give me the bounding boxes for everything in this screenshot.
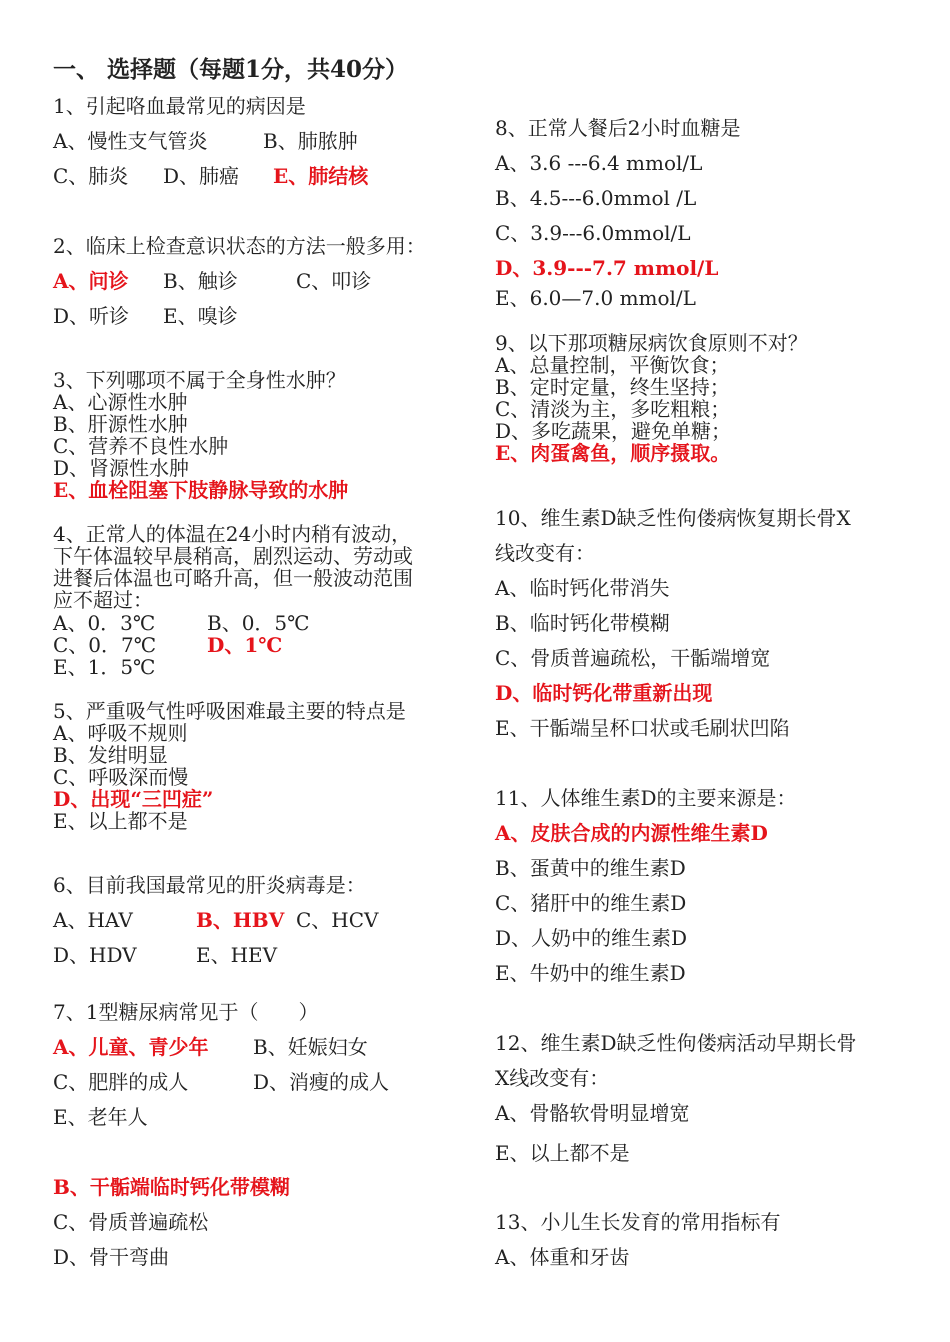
q10-option-d-answer: D、临时钙化带重新出现	[495, 681, 713, 705]
q13-stem: 13、小儿生长发育的常用指标有	[495, 1210, 781, 1234]
q10-option-c: C、骨质普遍疏松，干骺端增宽	[495, 646, 771, 670]
q12-option-a: A、骨骼软骨明显增宽	[495, 1101, 690, 1125]
q8-option-e: E、6.0—7.0 mmol/L	[495, 286, 696, 310]
q3-option-a: A、心源性水肿	[53, 390, 188, 414]
q12-stem-line1: 12、维生素D缺乏性佝偻病活动早期长骨	[495, 1031, 857, 1055]
q10-option-e: E、干骺端呈杯口状或毛刷状凹陷	[495, 716, 790, 740]
q11-option-b: B、蛋黄中的维生素D	[495, 856, 686, 880]
q2-option-b: B、触诊	[163, 269, 238, 293]
q10-option-a: A、临时钙化带消失	[495, 576, 670, 600]
q7-option-d: D、消瘦的成人	[253, 1070, 390, 1094]
q7-option-c: C、肥胖的成人	[53, 1070, 189, 1094]
q5-option-d-answer: D、出现“三凹症”	[53, 787, 214, 811]
q3-option-b: B、肝源性水肿	[53, 412, 188, 436]
q11-option-d: D、人奶中的维生素D	[495, 926, 688, 950]
q9-option-e-answer: E、肉蛋禽鱼，顺序摄取。	[495, 441, 731, 465]
q3-stem: 3、下列哪项不属于全身性水肿？	[53, 368, 346, 392]
q11-option-e: E、牛奶中的维生素D	[495, 961, 686, 985]
q9-option-c: C、清淡为主，多吃粗粮；	[495, 397, 731, 421]
q9-option-a: A、总量控制，平衡饮食；	[495, 353, 730, 377]
q5-option-a: A、呼吸不规则	[53, 721, 188, 745]
q12-option-e: E、以上都不是	[495, 1141, 630, 1165]
q7-stem: 7、1型糖尿病常见于（ ）	[53, 1000, 319, 1024]
q4-option-a: A、0．3℃	[53, 611, 156, 635]
q7-option-b: B、妊娠妇女	[253, 1035, 368, 1059]
section-title: 一、 选择题（每题1分，共40分）	[53, 56, 409, 83]
q10-stem-line1: 10、维生素D缺乏性佝偻病恢复期长骨X	[495, 506, 851, 530]
q8-stem: 8、正常人餐后2小时血糖是	[495, 116, 741, 140]
q2-option-c: C、叩诊	[296, 269, 372, 293]
q5-option-e: E、以上都不是	[53, 809, 188, 833]
q4-option-c: C、0．7℃	[53, 633, 157, 657]
q6-option-a: A、HAV	[53, 908, 133, 932]
q1-option-e-answer: E、肺结核	[273, 164, 369, 188]
q10-option-b: B、临时钙化带模糊	[495, 611, 670, 635]
q6-stem: 6、目前我国最常见的肝炎病毒是：	[53, 873, 366, 897]
q6-option-e: E、HEV	[196, 943, 278, 967]
q11-option-a-answer: A、皮肤合成的内源性维生素D	[495, 821, 768, 845]
q10-stem-line2: 线改变有：	[495, 541, 595, 565]
q9-option-b: B、定时定量，终生坚持；	[495, 375, 730, 399]
q2-option-a-answer: A、问诊	[53, 269, 129, 293]
q1-option-d: D、肺癌	[163, 164, 240, 188]
q3-option-c: C、营养不良性水肿	[53, 434, 229, 458]
q8-option-a: A、3.6 ---6.4 mmol/L	[495, 151, 703, 175]
tail-option-c: C、骨质普遍疏松	[53, 1210, 209, 1234]
q8-option-d-answer: D、3.9---7.7 mmol/L	[495, 256, 719, 280]
q6-option-b-answer: B、HBV	[196, 908, 285, 932]
q4-stem-line1: 4、正常人的体温在24小时内稍有波动，	[53, 522, 412, 546]
q4-stem-line4: 应不超过：	[53, 588, 153, 612]
q2-stem: 2、临床上检查意识状态的方法一般多用：	[53, 234, 426, 258]
q8-option-b: B、4.5---6.0mmol /L	[495, 186, 697, 210]
q4-option-d-answer: D、1℃	[207, 633, 283, 657]
q11-option-c: C、猪肝中的维生素D	[495, 891, 687, 915]
q4-option-b: B、0．5℃	[207, 611, 310, 635]
q9-stem: 9、以下那项糖尿病饮食原则不对？	[495, 331, 808, 355]
q11-stem: 11、人体维生素D的主要来源是：	[495, 786, 797, 810]
q1-option-a: A、慢性支气管炎	[53, 129, 208, 153]
q6-option-c: C、HCV	[296, 908, 379, 932]
q4-stem-line3: 进餐后体温也可略升高，但一般波动范围	[53, 566, 413, 590]
q4-stem-line2: 下午体温较早晨稍高，剧烈运动、劳动或	[53, 544, 413, 568]
tail-option-d: D、骨干弯曲	[53, 1245, 170, 1269]
q13-option-a: A、体重和牙齿	[495, 1245, 630, 1269]
q9-option-d: D、多吃蔬果，避免单糖；	[495, 419, 732, 443]
q1-option-b: B、肺脓肿	[263, 129, 358, 153]
q2-option-d: D、听诊	[53, 304, 130, 328]
q2-option-e: E、嗅诊	[163, 304, 238, 328]
q5-stem: 5、严重吸气性呼吸困难最主要的特点是	[53, 699, 406, 723]
q5-option-c: C、呼吸深而慢	[53, 765, 189, 789]
q8-option-c: C、3.9---6.0mmol/L	[495, 221, 691, 245]
q12-stem-line2: X线改变有：	[495, 1066, 610, 1090]
q3-option-d: D、肾源性水肿	[53, 456, 190, 480]
q6-option-d: D、HDV	[53, 943, 137, 967]
q7-option-e: E、老年人	[53, 1105, 148, 1129]
q4-option-e: E、1．5℃	[53, 655, 156, 679]
q7-option-a-answer: A、儿童、青少年	[53, 1035, 209, 1059]
q1-option-c: C、肺炎	[53, 164, 129, 188]
q1-stem: 1、引起咯血最常见的病因是	[53, 94, 306, 118]
q5-option-b: B、发绀明显	[53, 743, 168, 767]
q3-option-e-answer: E、血栓阻塞下肢静脉导致的水肿	[53, 478, 349, 502]
tail-option-b-answer: B、干骺端临时钙化带模糊	[53, 1175, 290, 1199]
